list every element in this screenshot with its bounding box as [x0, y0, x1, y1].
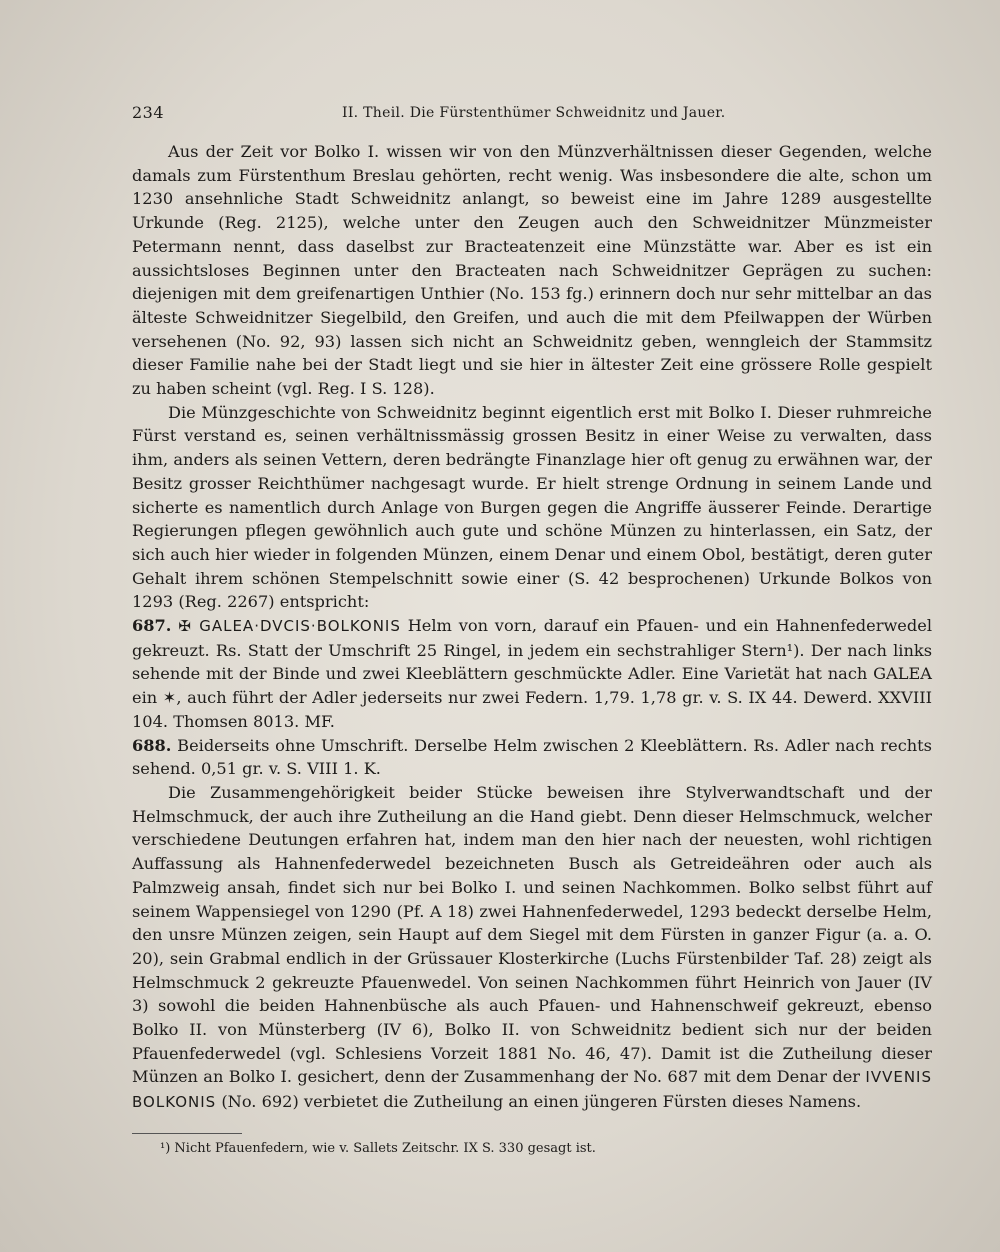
entry-number: 688.: [132, 735, 172, 755]
footnote: ¹) Nicht Pfauenfedern, wie v. Sallets Zeitschr. IX S. 330 gesagt ist.: [160, 1141, 596, 1156]
paragraph: Die Münzgeschichte von Schweidnitz beginnt eigentlich erst mit Bolko I. Dieser ruhmreiche Fürst verstand es, seinen verhältnissmässig grossen Besitz in einer Weise zu verwalten, dass ihm, anders als seinen Vettern, deren bedrängte Finanzlage hier oft genug zu erwähnen war, der Besitz grosser Reichthümer nachgesagt wurde. Er hielt strenge Ordnung in seinem Lande und sicherte es namentlich durch Anlage von Burgen gegen die Angriffe äusserer Feinde. Derartige Regierungen pflegen gewöhnlich auch gute und schöne Münzen zu hinterlassen, ein Satz, der sich auch hier wieder in folgenden Münzen, einem Denar und einem Obol, bestätigt, deren guter Gehalt ihrem schönen Stempelschnitt sowie einer (S. 42 besprochenen) Urkunde Bolkos von 1293 (Reg. 2267) entspricht:: [132, 402, 932, 612]
coin-legend: IVVENIS BOLKONIS: [132, 1068, 932, 1112]
paragraph-text: (No. 692) verbietet die Zutheilung an einen jüngeren Fürsten dieses Namens.: [221, 1092, 862, 1112]
running-title: II. Theil. Die Fürstenthümer Schweidnitz und Jauer.: [342, 105, 726, 121]
entry-description: Helm von vorn, darauf ein Pfauen- und ein Hahnenfederwedel gekreuzt. Rs. Statt der Umschrift 25 Ringel, in jedem ein sechstrahliger Stern¹). Der nach links sehende mit der Binde und zwei Kleeblättern geschmückte Adler. Eine Varietät hat nach GALEA ein ✶, auch führt der Adler jederseits nur zwei Federn. 1,79. 1,78 gr. v. S. IX 44. Dewerd. XXVIII 104. Thomsen 8013. MF.: [132, 616, 932, 731]
page-header: [132, 103, 932, 127]
entry-description: Beiderseits ohne Umschrift. Derselbe Helm zwischen 2 Kleeblättern. Rs. Adler nach rechts sehend. 0,51 gr. v. S. VIII 1. K.: [132, 735, 932, 779]
paragraph-text: Die Zusammengehörigkeit beider Stücke beweisen ihre Stylverwandtschaft und der Helmschmuck, der auch ihre Zutheilung an die Hand giebt. Denn dieser Helmschmuck, welcher verschiedene Deutungen erfahren hat, indem man den hier nach der neuesten, wohl richtigen Auffassung als Hahnenfederwedel bezeichneten Busch als Getreideähren oder auch als Palmzweig ansah, findet sich nur bei Bolko I. und seinen Nachkommen. Bolko selbst führt auf seinem Wappensiegel von 1290 (Pf. A 18) zwei Hahnenfederwedel, 1293 bedeckt derselbe Helm, den unsre Münzen zeigen, sein Haupt auf dem Siegel mit dem Fürsten in ganzer Figur (a. a. O. 20), sein Grabmal endlich in der Grüssauer Klosterkirche (Luchs Fürstenbilder Taf. 28) zeigt als Helmschmuck 2 gekreuzte Pfauenwedel. Von seinen Nachkommen führt Heinrich von Jauer (IV 3) sowohl die beiden Hahnenbüsche als auch Pfauen- und Hahnenschweif gekreuzt, ebenso Bolko II. von Münsterberg (IV 6), Bolko II. von Schweidnitz bedient sich nur der beiden Pfauenfederwedel (vgl. Schlesiens Vorzeit 1881 No. 46, 47). Damit ist die Zutheilung dieser Münzen an Bolko I. gesichert, denn der Zusammenhang der No. 687 mit dem Denar der: [132, 782, 932, 1087]
coin-legend: ✠ GALEA·DVCIS·BOLKONIS: [178, 617, 401, 636]
catalog-entry: [132, 614, 932, 734]
paragraph: [132, 781, 932, 1115]
entry-number: 687.: [132, 616, 172, 636]
paragraph: Aus der Zeit vor Bolko I. wissen wir von den Münzverhältnissen dieser Gegenden, welche damals zum Fürstenthum Breslau gehörten, recht wenig. Was insbesondere die alte, schon um 1230 ansehnliche Stadt Schweidnitz anlangt, so beweist eine im Jahre 1289 ausgestellte Urkunde (Reg. 2125), welche unter den Zeugen auch den Schweidnitzer Münzmeister Petermann nennt, dass daselbst zur Bracteatenzeit eine Münzstätte war. Aber es ist ein aussichtsloses Beginnen unter den Bracteaten nach Schweidnitzer Geprägen zu suchen: diejenigen mit dem greifenartigen Unthier (No. 153 fg.) erinnern doch nur sehr mittelbar an das älteste Schweidnitzer Siegelbild, den Greifen, und auch die mit dem Pfeilwappen der Würben versehenen (No. 92, 93) lassen sich nicht an Schweidnitz geben, wenngleich der Stammsitz dieser Familie nahe bei der Stadt liegt und sie hier in ältester Zeit eine grössere Rolle gespielt zu haben scheint (vgl. Reg. I S. 128).: [132, 142, 932, 399]
footnote-divider: [132, 1133, 242, 1134]
page-number: 234: [132, 103, 165, 122]
catalog-entry: [132, 734, 932, 781]
body-text: [132, 140, 932, 1115]
